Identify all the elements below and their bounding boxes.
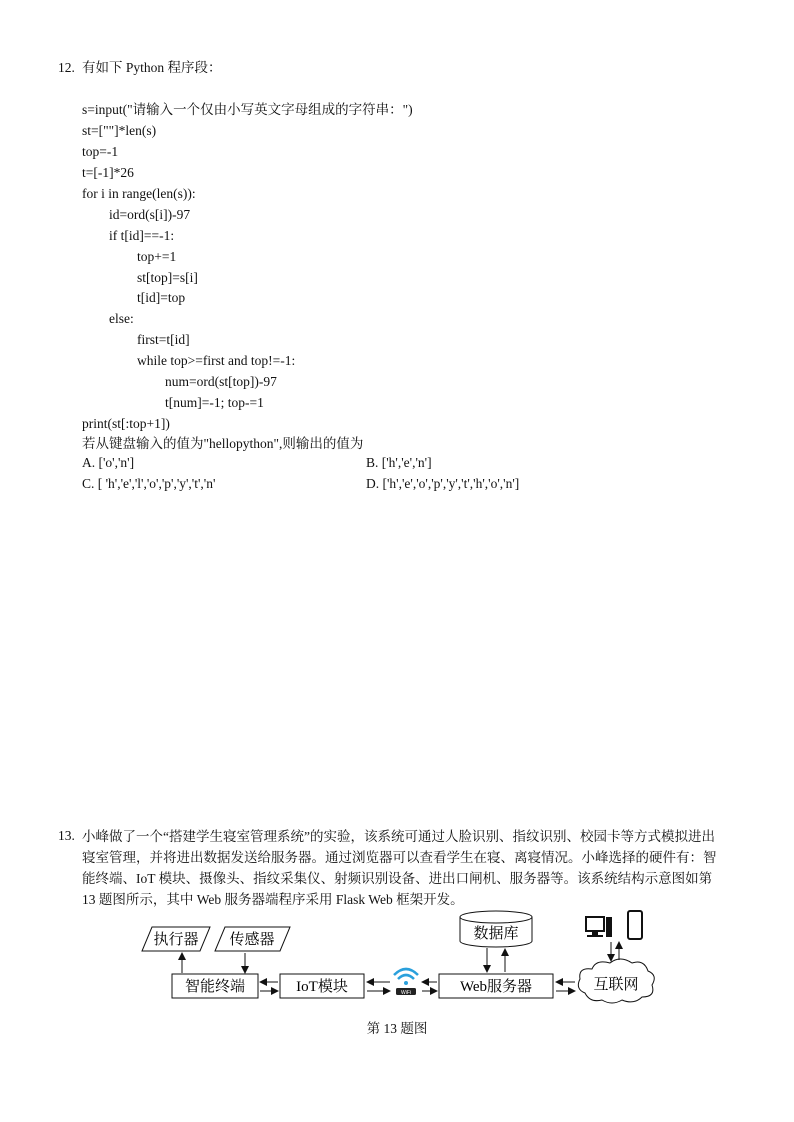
- paragraph-line: 寝室管理，并将进出数据发送给服务器。通过浏览器可以查看学生在寝、离寝情况。小峰选择的硬件有：智: [82, 850, 717, 865]
- question-12-number: 12.: [58, 60, 75, 75]
- sensor-box: [215, 927, 290, 951]
- code-line: top=-1: [82, 144, 119, 159]
- code-line: for i in range(len(s)):: [82, 186, 196, 201]
- database-cylinder: [460, 911, 532, 947]
- code-line: id=ord(s[i])-97: [109, 207, 191, 222]
- code-line: st[top]=s[i]: [137, 270, 198, 285]
- desktop-computer-icon: [586, 917, 612, 937]
- code-line: t[num]=-1; top-=1: [165, 395, 264, 410]
- terminal-label: 智能终端: [184, 979, 246, 995]
- wifi-label: WiFi: [401, 990, 411, 996]
- option-b: B. ['h','e','n']: [366, 455, 432, 470]
- code-line: top+=1: [137, 249, 177, 264]
- web-server-box: [439, 974, 553, 998]
- code-line: s=input("请输入一个仅由小写英文字母组成的字符串："): [82, 102, 413, 117]
- executor-label: 执行器: [153, 932, 199, 948]
- paragraph-line: 能终端、IoT 模块、摄像头、指纹采集仪、射频识别设备、进出口闸机、服务器等。该系统结构示意图如第: [82, 871, 713, 886]
- code-line: num=ord(st[top])-97: [165, 374, 277, 389]
- code-line: t=[-1]*26: [82, 165, 134, 180]
- code-line: while top>=first and top!=-1:: [137, 353, 296, 368]
- web-server-label: Web服务器: [459, 979, 533, 995]
- system-diagram: [130, 905, 670, 1010]
- code-line: t[id]=top: [137, 290, 186, 305]
- question-13-text: [82, 826, 742, 910]
- figure-caption: 第 13 题图: [366, 1021, 428, 1036]
- code-line: else:: [109, 311, 134, 326]
- question-12-prompt: 若从键盘输入的值为"hellopython",则输出的值为: [82, 436, 364, 451]
- code-line: if t[id]==-1:: [109, 228, 175, 243]
- sensor-label: 传感器: [229, 932, 275, 948]
- option-d: D. ['h','e','o','p','y','t','h','o','n']: [366, 476, 520, 491]
- database-label: 数据库: [473, 926, 519, 942]
- paragraph-line: 13 题图所示，其中 Web 服务器端程序采用 Flask Web 框架开发。: [82, 892, 464, 907]
- code-line: first=t[id]: [137, 332, 190, 347]
- paragraph-line: 小峰做了一个“搭建学生寝室管理系统”的实验，该系统可通过人脸识别、指纹识别、校园卡等方式模拟进出: [82, 829, 715, 844]
- question-13-number: 13.: [58, 828, 75, 843]
- internet-label: 互联网: [593, 977, 639, 993]
- option-a: A. ['o','n']: [82, 455, 135, 470]
- executor-box: [142, 927, 210, 951]
- terminal-box: [172, 974, 258, 998]
- question-12-title: 有如下 Python 程序段：: [82, 60, 222, 75]
- iot-label: IoT模块: [296, 979, 348, 995]
- code-line: print(st[:top+1]): [82, 416, 170, 431]
- iot-module-box: [280, 974, 364, 998]
- code-line: st=[""]*len(s): [82, 123, 157, 138]
- option-c: C. [ 'h','e','l','o','p','y','t','n': [82, 476, 216, 491]
- smartphone-icon: [628, 911, 642, 939]
- internet-cloud: [578, 959, 654, 1003]
- wifi-icon: [394, 969, 418, 996]
